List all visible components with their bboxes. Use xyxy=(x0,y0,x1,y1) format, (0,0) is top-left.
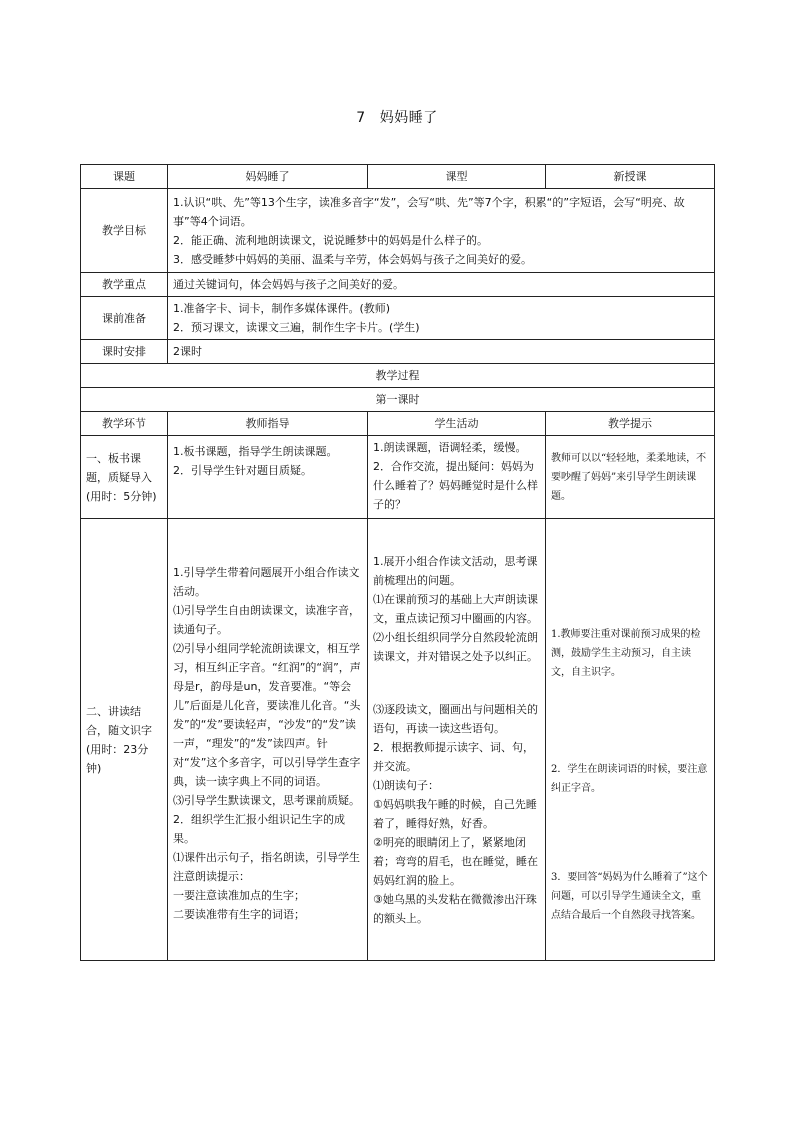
student-step: ⑴朗读句子： xyxy=(373,778,439,792)
prep-label: 课前准备 xyxy=(81,297,168,340)
student-step: ⑶逐段读文，圈画出与问题相关的语句，再读一读这些语句。 xyxy=(373,702,538,735)
lesson-title xyxy=(0,107,794,127)
header-stage: 教学环节 xyxy=(81,412,168,436)
tip-item: 1.教师要注重对课前预习成果的检测，鼓励学生主动预习，自主读文，自主识字。 xyxy=(551,628,701,678)
teacher-step: 2．组织学生汇报小组识记生字的成果。 xyxy=(173,813,345,845)
student-step: 2．合作交流，提出疑问：妈妈为什么睡着了？妈妈睡觉时是什么样子的？ xyxy=(373,460,538,511)
tip-item: 3．要回答“妈妈为什么睡着了”这个问题，可以引导学生通读全文，重点结合最后一个自然段寻找答案。 xyxy=(551,871,708,921)
teacher-step: ⑶引导学生默读课文，思考课前质疑。 xyxy=(173,794,360,807)
header-tips: 教学提示 xyxy=(546,412,715,436)
lesson-name: 妈妈睡了 xyxy=(379,110,438,126)
prep-item: 1.准备字卡、词卡，制作多媒体课件。(教师) xyxy=(173,302,391,315)
teacher-step: 1.引导学生带着问题展开小组合作读文活动。 xyxy=(173,566,360,598)
schedule-label: 课时安排 xyxy=(81,340,168,364)
teacher-step: ⑴引导学生自由朗读课文，读准字音，读通句子。 xyxy=(173,604,360,636)
teacher-step: 2．引导学生针对题目质疑。 xyxy=(173,464,312,477)
process-title: 教学过程 xyxy=(81,364,715,388)
section1-row xyxy=(81,436,715,519)
section1-teacher xyxy=(168,436,368,519)
student-step: 2．根据教师提示读字、词、句，并交流。 xyxy=(373,740,534,773)
focus-row xyxy=(81,273,715,297)
process-title-row xyxy=(81,364,715,388)
process-header-row xyxy=(81,412,715,436)
topic-row xyxy=(81,165,715,189)
teacher-step: 二要读准带有生字的词语； xyxy=(173,908,305,921)
lesson-plan-table xyxy=(80,164,715,961)
topic-label: 课题 xyxy=(81,165,168,189)
focus-value: 通过关键词句，体会妈妈与孩子之间美好的爱。 xyxy=(168,273,715,297)
prep-row xyxy=(81,297,715,340)
schedule-value: 2课时 xyxy=(168,340,715,364)
topic-value: 妈妈睡了 xyxy=(168,165,368,189)
lesson-number: 7 xyxy=(356,110,366,126)
section2-tips xyxy=(546,519,715,961)
period-row xyxy=(81,388,715,412)
goal-item: 3．感受睡梦中妈妈的美丽、温柔与辛劳，体会妈妈与孩子之间美好的爱。 xyxy=(173,252,532,266)
section1-student xyxy=(368,436,546,519)
section2-row xyxy=(81,519,715,961)
type-value: 新授课 xyxy=(546,165,715,189)
section2-stage: 二、讲读结合，随文识字(用时：23分钟) xyxy=(81,519,168,961)
goal-item: 1.认识“哄、先”等13个生字，读准多音字“发”，会写“哄、先”等7个字，积累“的”字短语，会写“明亮、故事”等4个词语。 xyxy=(173,195,685,228)
section1-tips: 教师可以以“轻轻地，柔柔地读，不要吵醒了妈妈”来引导学生朗读课题。 xyxy=(546,436,715,519)
section1-stage: 一、板书课题，质疑导入(用时：5分钟) xyxy=(81,436,168,519)
tip-item: 2．学生在朗读词语的时候，要注意纠正字音。 xyxy=(551,763,708,794)
goals-content xyxy=(168,189,715,273)
focus-label: 教学重点 xyxy=(81,273,168,297)
period-title: 第一课时 xyxy=(81,388,715,412)
section2-teacher xyxy=(168,519,368,961)
student-step: ⑵小组长组织同学分自然段轮流朗读课文，并对错误之处予以纠正。 xyxy=(373,630,538,663)
teacher-step: ⑵引导小组同学轮流朗读课文，相互学习，相互纠正字音。“红润”的“润”，声母是r，韵母是un，发音要准。“等会儿”后面是儿化音，要读准儿化音。“头发”的“发”要读轻声，“沙发”的“发”读一声，“理发”的“发”读四声。针对“发”这个多音字，可以引导学生查字典，读一读字典上不同的词语。 xyxy=(173,642,361,788)
prep-item: 2．预习课文，读课文三遍，制作生字卡片。(学生) xyxy=(173,321,420,334)
teacher-step: 一要注意读准加点的生字； xyxy=(173,889,305,902)
student-step: 1.朗读课题，语调轻柔，缓慢。 xyxy=(373,441,527,454)
type-label: 课型 xyxy=(368,165,546,189)
student-step: ③她乌黑的头发粘在微微渗出汗珠的额头上。 xyxy=(373,892,537,925)
goals-row xyxy=(81,189,715,273)
student-step: ②明亮的眼睛闭上了，紧紧地闭着；弯弯的眉毛，也在睡觉，睡在妈妈红润的脸上。 xyxy=(373,835,538,887)
student-step: ①妈妈哄我午睡的时候，自己先睡着了，睡得好熟，好香。 xyxy=(373,797,537,830)
teacher-step: ⑴课件出示句子，指名朗读，引导学生注意朗读提示： xyxy=(173,851,360,883)
schedule-row xyxy=(81,340,715,364)
teacher-step: 1.板书课题，指导学生朗读课题。 xyxy=(173,445,338,458)
goals-label: 教学目标 xyxy=(81,189,168,273)
header-teacher: 教师指导 xyxy=(168,412,368,436)
prep-content xyxy=(168,297,715,340)
student-step: 1.展开小组合作读文活动，思考课前梳理出的问题。 xyxy=(373,554,538,587)
student-step: ⑴在课前预习的基础上大声朗读课文，重点读记预习中圈画的内容。 xyxy=(373,592,538,625)
goal-item: 2．能正确、流利地朗读课文，说说睡梦中的妈妈是什么样子的。 xyxy=(173,233,488,247)
header-student: 学生活动 xyxy=(368,412,546,436)
section2-student xyxy=(368,519,546,961)
